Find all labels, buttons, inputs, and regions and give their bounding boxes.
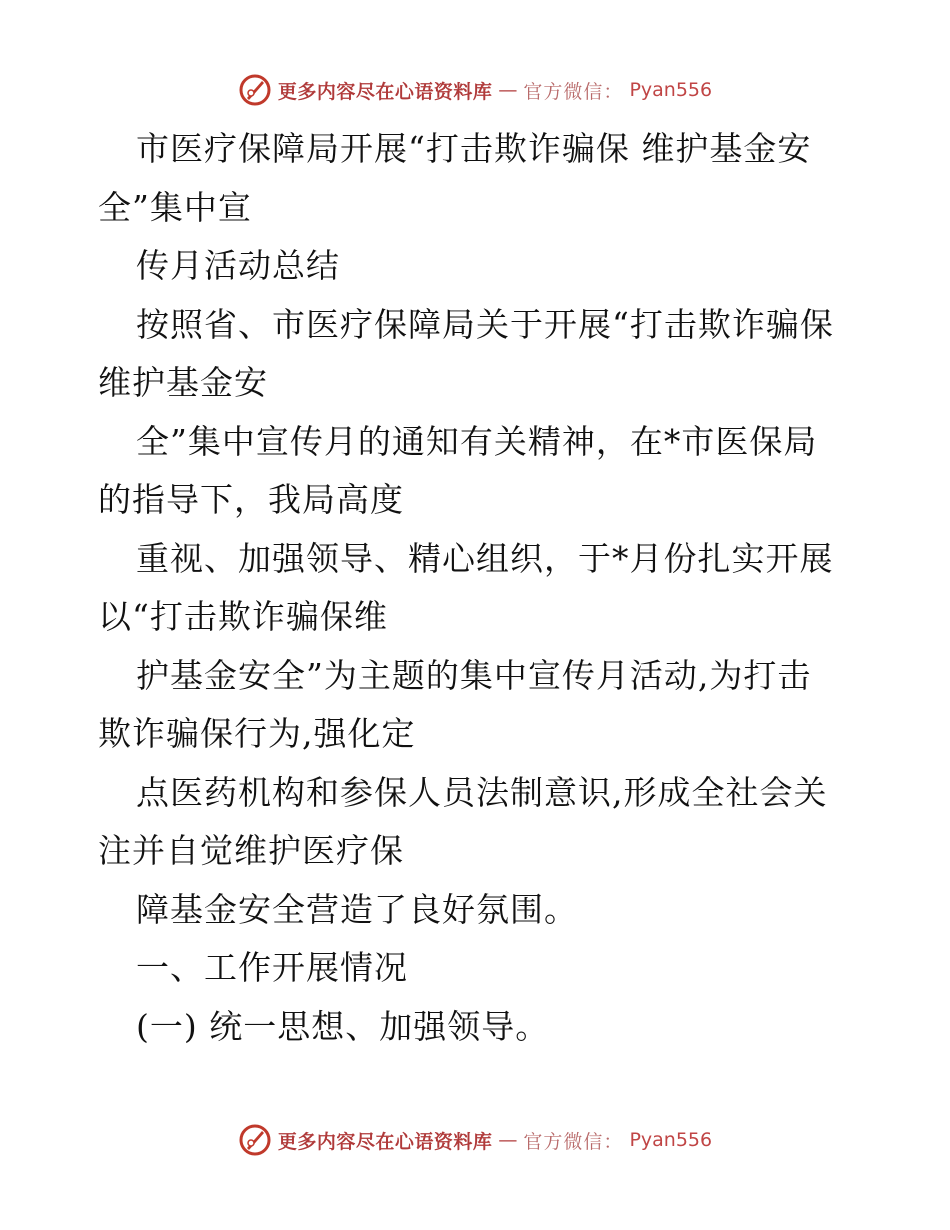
watermark-text: 更多内容尽在心语资料库 bbox=[277, 1130, 493, 1153]
document-body bbox=[98, 120, 858, 1056]
watermark-dash: — bbox=[498, 1129, 518, 1151]
paragraph-line: 全”集中宣 bbox=[98, 187, 252, 227]
header-watermark bbox=[0, 70, 950, 110]
paragraph-line: 欺诈骗保行为,强化定 bbox=[98, 714, 416, 753]
paragraph-line: 注并自觉维护医疗保 bbox=[98, 831, 404, 870]
quill-logo-icon bbox=[238, 73, 272, 107]
quill-logo-icon bbox=[238, 1123, 272, 1157]
watermark-id: Pyan556 bbox=[629, 1129, 713, 1151]
paragraph-line: 市医疗保障局开展“打击欺诈骗保 维护基金安 bbox=[136, 129, 812, 168]
watermark-dash: — bbox=[498, 79, 518, 101]
paragraph-line: 传月活动总结 bbox=[136, 246, 340, 285]
watermark-label: 官方微信： bbox=[523, 1130, 624, 1153]
paragraph-line: 的指导下，我局高度 bbox=[98, 480, 404, 519]
paragraph-line: 障基金安全营造了良好氛围。 bbox=[136, 889, 578, 929]
paragraph-line: 以“打击欺诈骗保维 bbox=[98, 597, 388, 636]
paragraph-line: 全”集中宣传月的通知有关精神，在*市医保局 bbox=[136, 421, 818, 461]
paragraph-line: (一) 统一思想、加强领导。 bbox=[136, 1006, 550, 1046]
watermark-id: Pyan556 bbox=[629, 79, 713, 101]
paragraph-line: 护基金安全”为主题的集中宣传月活动,为打击 bbox=[136, 655, 812, 695]
paragraph-line: 维护基金安 bbox=[98, 363, 268, 402]
watermark-text: 更多内容尽在心语资料库 bbox=[277, 80, 493, 103]
watermark-label: 官方微信： bbox=[523, 80, 624, 103]
paragraph-line: 重视、加强领导、精心组织，于*月份扎实开展 bbox=[136, 538, 834, 578]
footer-watermark bbox=[0, 1120, 950, 1160]
paragraph-line: 点医药机构和参保人员法制意识,形成全社会关 bbox=[136, 772, 828, 812]
paragraph-line: 按照省、市医疗保障局关于开展“打击欺诈骗保 bbox=[136, 304, 834, 344]
paragraph-line: 一、工作开展情况 bbox=[136, 948, 408, 987]
